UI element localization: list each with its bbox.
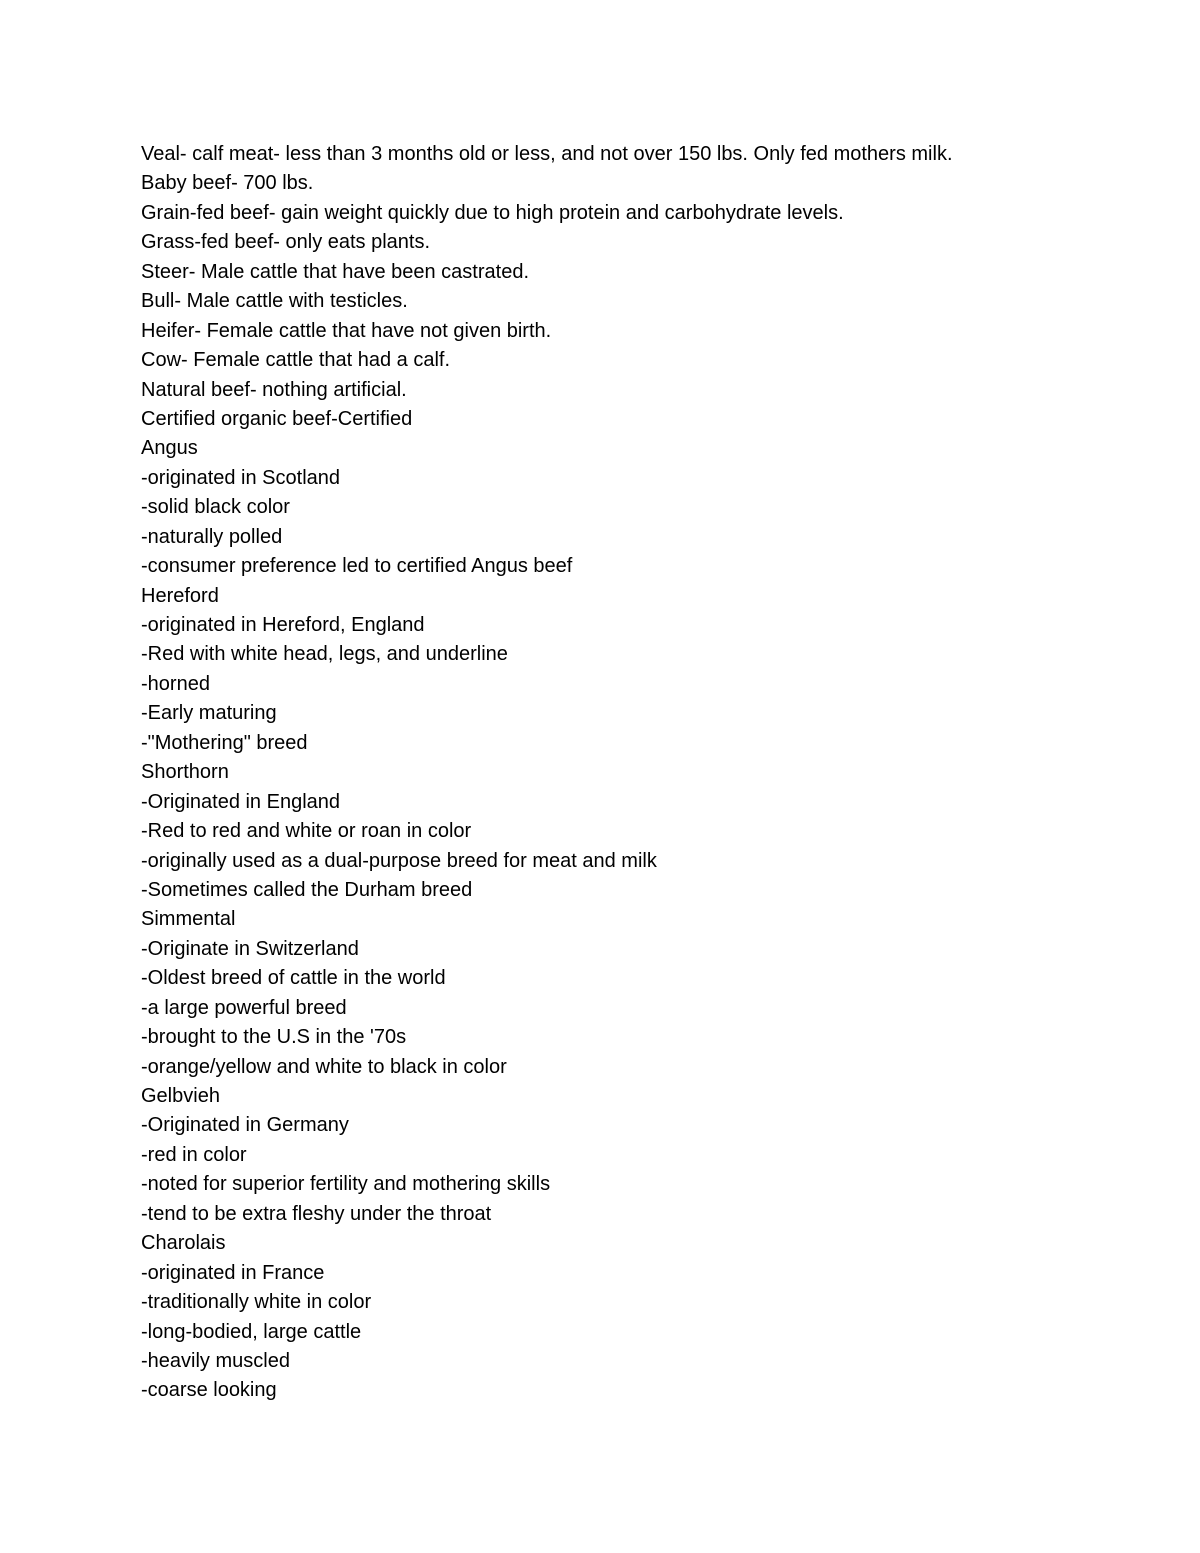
text-line: -long-bodied, large cattle bbox=[141, 1320, 362, 1343]
text-line: -originated in Hereford, England bbox=[141, 614, 425, 636]
text-line: -naturally polled bbox=[141, 525, 283, 548]
text-line: -Originated in Germany bbox=[141, 1114, 349, 1137]
text-line: -consumer preference led to certified Angus beef bbox=[141, 555, 573, 578]
text-line: Grain-fed beef- gain weight quickly due to high protein and carbohydrate levels. bbox=[141, 201, 844, 224]
breed-heading: Angus bbox=[141, 437, 198, 460]
text-line: -red in color bbox=[141, 1143, 247, 1166]
text-line: Baby beef- 700 lbs. bbox=[141, 172, 314, 195]
breed-heading: Simmental bbox=[141, 908, 236, 931]
text-line: -noted for superior fertility and mothering skills bbox=[141, 1173, 551, 1196]
text-line: Steer- Male cattle that have been castrated. bbox=[141, 260, 529, 283]
text-line: -originally used as a dual-purpose breed for meat and milk bbox=[141, 849, 657, 872]
text-line: Cow- Female cattle that had a calf. bbox=[141, 349, 451, 372]
text-line: -Red with white head, legs, and underline bbox=[141, 643, 508, 666]
text-line: Natural beef- nothing artificial. bbox=[141, 378, 407, 401]
text-line: -originated in France bbox=[141, 1261, 325, 1284]
text-line: -originated in Scotland bbox=[141, 466, 341, 489]
breed-heading: Hereford bbox=[141, 584, 219, 607]
breed-heading: Gelbvieh bbox=[141, 1085, 220, 1107]
text-line: -heavily muscled bbox=[141, 1349, 290, 1372]
text-line: -Oldest breed of cattle in the world bbox=[141, 967, 446, 990]
breed-heading: Charolais bbox=[141, 1232, 226, 1255]
text-line: -horned bbox=[141, 672, 210, 695]
document-body bbox=[141, 140, 1141, 1406]
text-line: Certified organic beef-Certified bbox=[141, 407, 413, 430]
text-line: -Sometimes called the Durham breed bbox=[141, 878, 473, 901]
text-line: Heifer- Female cattle that have not given birth. bbox=[141, 319, 552, 342]
text-line: Veal- calf meat- less than 3 months old or less, and not over 150 lbs. Only fed mothers milk. bbox=[141, 143, 953, 165]
text-line: -coarse looking bbox=[141, 1379, 277, 1402]
text-line: -Originate in Switzerland bbox=[141, 937, 359, 960]
text-line: -traditionally white in color bbox=[141, 1291, 372, 1314]
text-line: -brought to the U.S in the '70s bbox=[141, 1026, 407, 1049]
text-line: -Originated in England bbox=[141, 790, 341, 813]
text-line: -tend to be extra fleshy under the throat bbox=[141, 1202, 492, 1225]
breed-heading: Shorthorn bbox=[141, 761, 229, 784]
text-line: -orange/yellow and white to black in color bbox=[141, 1055, 507, 1078]
text-line: Grass-fed beef- only eats plants. bbox=[141, 231, 431, 254]
text-line: Bull- Male cattle with testicles. bbox=[141, 290, 408, 313]
text-line: -a large powerful breed bbox=[141, 996, 347, 1019]
text-line: -"Mothering" breed bbox=[141, 731, 308, 754]
text-line: -solid black color bbox=[141, 496, 290, 519]
text-line: -Early maturing bbox=[141, 702, 277, 725]
text-line: -Red to red and white or roan in color bbox=[141, 820, 472, 843]
